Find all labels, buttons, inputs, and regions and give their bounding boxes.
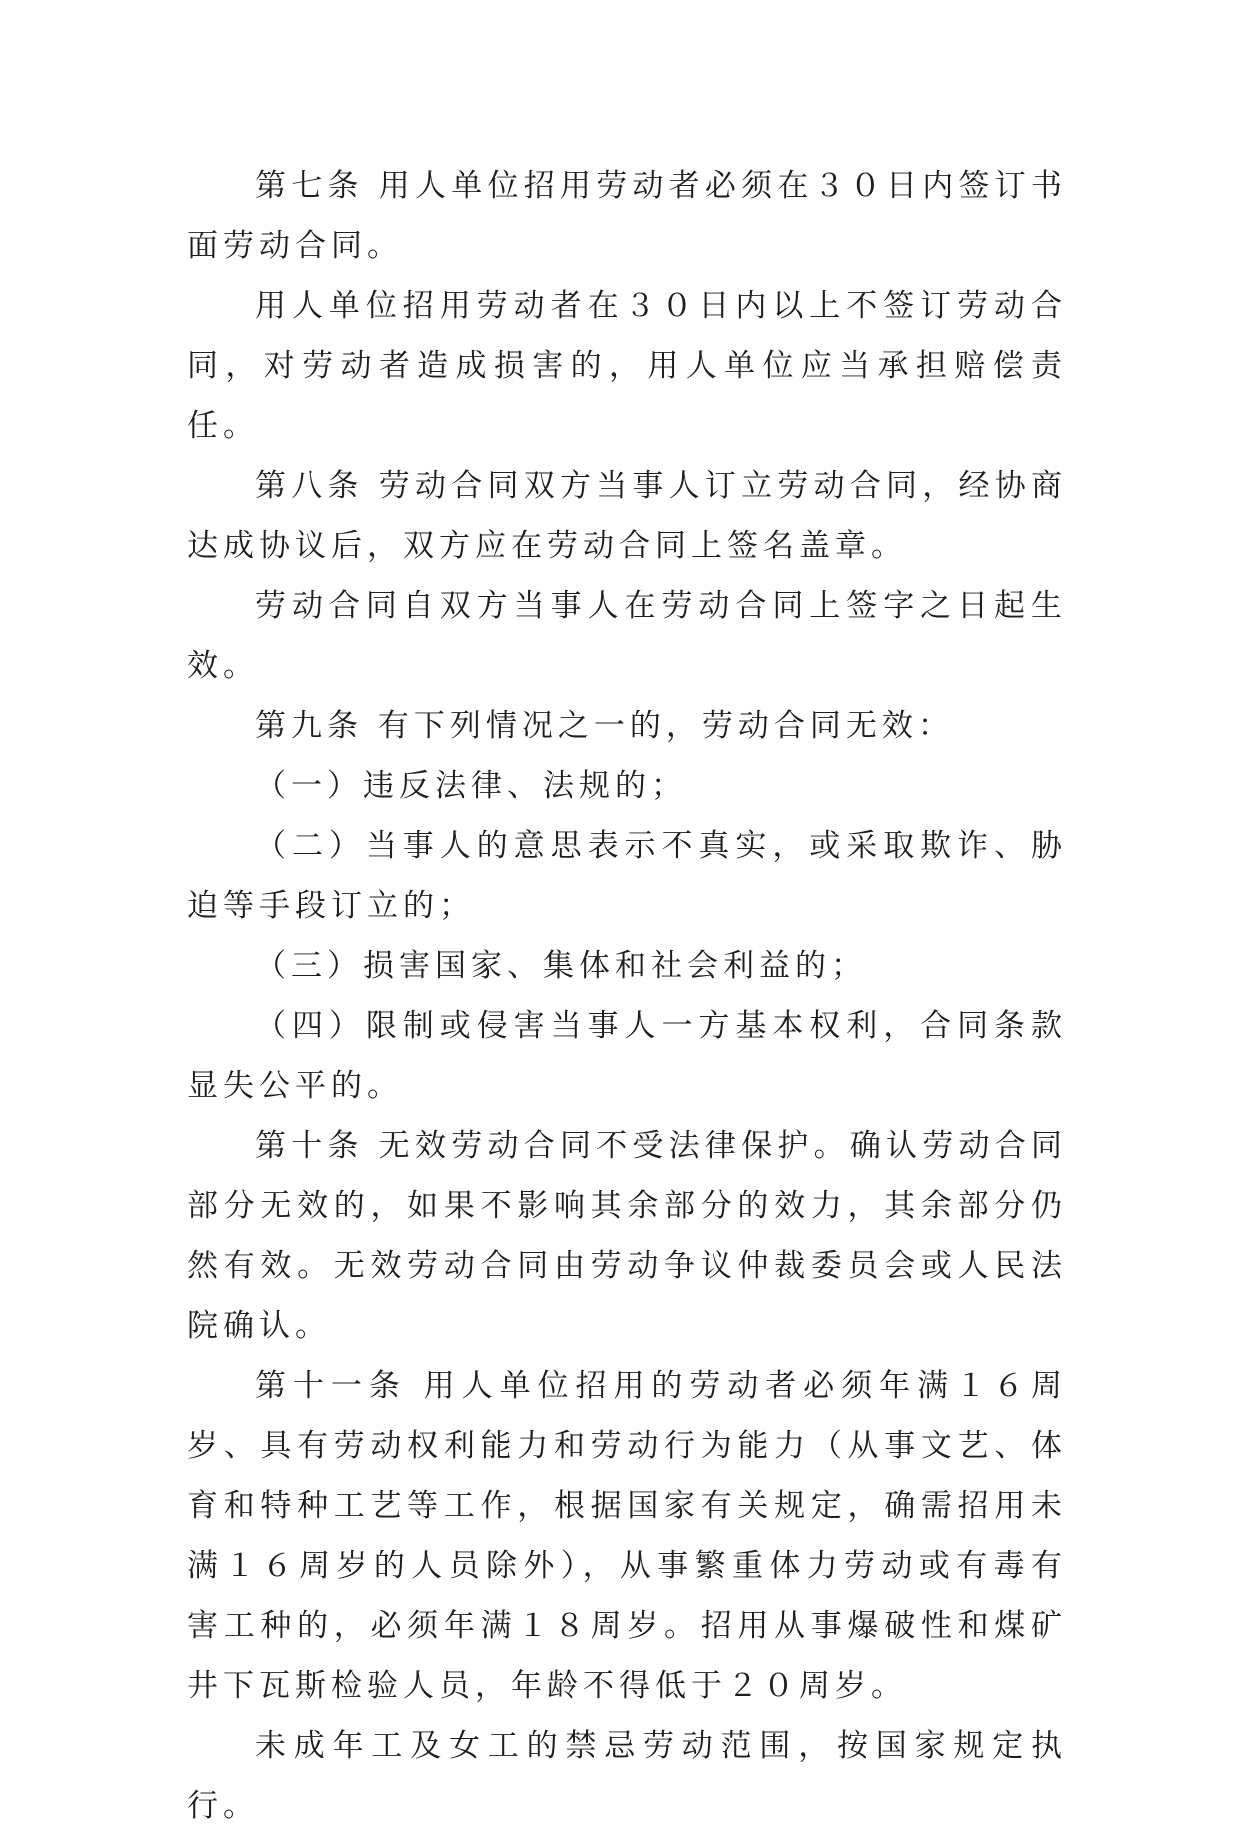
paragraph-article-7-liability: 用人单位招用劳动者在３０日内以上不签订劳动合同，对劳动者造成损害的，用人单位应当承担赔偿责任。	[187, 288, 1067, 444]
list-item-9-3: （三）损害国家、集体和社会利益的；	[255, 948, 867, 984]
list-item-9-2: （二）当事人的意思表示不真实，或采取欺诈、胁迫等手段订立的；	[187, 828, 1067, 924]
paragraph-article-7: 第七条 用人单位招用劳动者必须在３０日内签订书面劳动合同。	[187, 168, 1067, 264]
paragraph-article-11: 第十一条 用人单位招用的劳动者必须年满１６周岁、具有劳动权利能力和劳动行为能力（从事文艺、体育和特种工艺等工作，根据国家有关规定，确需招用未满１６周岁的人员除外），从事繁重体力劳动或有毒有害工种的，必须年满１８周岁。招用从事爆破性和煤矿井下瓦斯检验人员，年龄不得低于２０周岁。	[187, 1368, 1067, 1704]
paragraph-article-8: 第八条 劳动合同双方当事人订立劳动合同，经协商达成协议后，双方应在劳动合同上签名盖章。	[187, 468, 1067, 564]
paragraph-article-9: 第九条 有下列情况之一的，劳动合同无效：	[255, 708, 954, 744]
document-body	[187, 156, 1067, 1836]
paragraph-article-8-effective: 劳动合同自双方当事人在劳动合同上签字之日起生效。	[187, 588, 1067, 684]
paragraph-minor-female-workers: 未成年工及女工的禁忌劳动范围，按国家规定执行。	[187, 1728, 1067, 1824]
paragraph-article-10: 第十条 无效劳动合同不受法律保护。确认劳动合同部分无效的，如果不影响其余部分的效力，其余部分仍然有效。无效劳动合同由劳动争议仲裁委员会或人民法院确认。	[187, 1128, 1067, 1344]
list-item-9-4: （四）限制或侵害当事人一方基本权利，合同条款显失公平的。	[187, 1008, 1067, 1104]
list-item-9-1: （一）违反法律、法规的；	[255, 768, 687, 804]
